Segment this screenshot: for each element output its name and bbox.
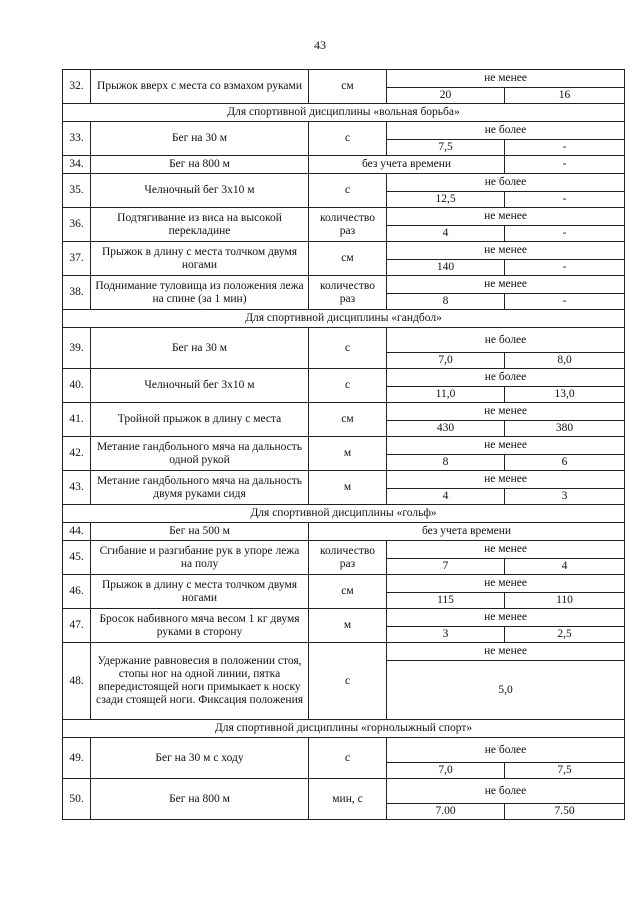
table-row	[63, 122, 625, 140]
row-number: 47.	[63, 609, 91, 643]
unit: мин, с	[309, 779, 387, 820]
value-female: 4	[505, 559, 625, 575]
value-male: 7.00	[387, 804, 505, 820]
no-time-note: без учета времени	[309, 156, 505, 174]
table-row	[63, 437, 625, 455]
row-number: 33.	[63, 122, 91, 156]
value-female: 7.50	[505, 804, 625, 820]
value-female: 13,0	[505, 387, 625, 403]
unit: количество раз	[309, 541, 387, 575]
unit: с	[309, 328, 387, 369]
value-male: 7	[387, 559, 505, 575]
section-title: Для спортивной дисциплины «гольф»	[63, 505, 625, 523]
unit: количество раз	[309, 276, 387, 310]
row-number: 44.	[63, 523, 91, 541]
condition: не более	[387, 328, 625, 353]
exercise-name: Челночный бег 3х10 м	[91, 174, 309, 208]
section-row	[63, 720, 625, 738]
table-row	[63, 523, 625, 541]
no-time-note: без учета времени	[309, 523, 625, 541]
exercise-name: Бег на 800 м	[91, 779, 309, 820]
row-number: 38.	[63, 276, 91, 310]
value-male: 7,5	[387, 140, 505, 156]
table-row	[63, 276, 625, 294]
value-female: -	[505, 226, 625, 242]
table-row	[63, 738, 625, 763]
section-title: Для спортивной дисциплины «гандбол»	[63, 310, 625, 328]
exercise-name: Бег на 30 м с ходу	[91, 738, 309, 779]
value-female: 2,5	[505, 627, 625, 643]
unit: с	[309, 643, 387, 720]
row-number: 42.	[63, 437, 91, 471]
exercise-name: Бросок набивного мяча весом 1 кг двумя руками в сторону	[91, 609, 309, 643]
condition: не более	[387, 779, 625, 804]
row-number: 35.	[63, 174, 91, 208]
table-row	[63, 403, 625, 421]
condition: не менее	[387, 242, 625, 260]
value-female: 110	[505, 593, 625, 609]
row-number: 37.	[63, 242, 91, 276]
exercise-name: Метание гандбольного мяча на дальность двумя руками сидя	[91, 471, 309, 505]
page-number: 43	[314, 38, 326, 52]
row-number: 40.	[63, 369, 91, 403]
value-female: 6	[505, 455, 625, 471]
exercise-name: Прыжок вверх с места со взмахом руками	[91, 70, 309, 104]
value-male: 3	[387, 627, 505, 643]
exercise-name: Поднимание туловища из положения лежа на спине (за 1 мин)	[91, 276, 309, 310]
norms-table	[62, 69, 625, 820]
section-row	[63, 104, 625, 122]
table-row	[63, 609, 625, 627]
row-number: 49.	[63, 738, 91, 779]
unit: с	[309, 122, 387, 156]
exercise-name: Прыжок в длину с места толчком двумя ногами	[91, 575, 309, 609]
table-row	[63, 242, 625, 260]
table-row	[63, 541, 625, 559]
exercise-name: Челночный бег 3х10 м	[91, 369, 309, 403]
table-row	[63, 328, 625, 353]
row-number: 46.	[63, 575, 91, 609]
value-male: 7,0	[387, 763, 505, 779]
unit: с	[309, 738, 387, 779]
value-female: 3	[505, 489, 625, 505]
value-female: 8,0	[505, 353, 625, 369]
row-number: 50.	[63, 779, 91, 820]
table-row	[63, 208, 625, 226]
value-male: 115	[387, 593, 505, 609]
row-number: 39.	[63, 328, 91, 369]
condition: не менее	[387, 575, 625, 593]
value-male: 20	[387, 88, 505, 104]
unit: см	[309, 403, 387, 437]
value-male: 12,5	[387, 192, 505, 208]
table-row	[63, 70, 625, 88]
table-row	[63, 369, 625, 387]
exercise-name: Бег на 30 м	[91, 328, 309, 369]
unit: см	[309, 575, 387, 609]
exercise-name: Бег на 800 м	[91, 156, 309, 174]
row-number: 45.	[63, 541, 91, 575]
value-male: 7,0	[387, 353, 505, 369]
unit: с	[309, 369, 387, 403]
condition: не менее	[387, 471, 625, 489]
condition: не более	[387, 122, 625, 140]
value-female: -	[505, 294, 625, 310]
unit: см	[309, 242, 387, 276]
value-male: 430	[387, 421, 505, 437]
value-merged: 5,0	[387, 661, 625, 720]
condition: не более	[387, 369, 625, 387]
exercise-name: Метание гандбольного мяча на дальность одной рукой	[91, 437, 309, 471]
value-female: 7,5	[505, 763, 625, 779]
value-female: 380	[505, 421, 625, 437]
value-male: 8	[387, 455, 505, 471]
section-title: Для спортивной дисциплины «вольная борьба»	[63, 104, 625, 122]
unit: с	[309, 174, 387, 208]
row-number: 34.	[63, 156, 91, 174]
exercise-name: Бег на 30 м	[91, 122, 309, 156]
condition: не менее	[387, 276, 625, 294]
exercise-name: Сгибание и разгибание рук в упоре лежа на полу	[91, 541, 309, 575]
value-female: -	[505, 192, 625, 208]
table-row	[63, 643, 625, 661]
section-row	[63, 310, 625, 328]
exercise-name: Бег на 500 м	[91, 523, 309, 541]
value-male: 4	[387, 489, 505, 505]
condition: не более	[387, 738, 625, 763]
value-female: -	[505, 260, 625, 276]
exercise-name: Подтягивание из виса на высокой перекладине	[91, 208, 309, 242]
condition: не менее	[387, 541, 625, 559]
table-row	[63, 575, 625, 593]
value-male: 8	[387, 294, 505, 310]
table-row	[63, 156, 625, 174]
value-female: 16	[505, 88, 625, 104]
value-female: -	[505, 140, 625, 156]
condition: не менее	[387, 609, 625, 627]
unit: м	[309, 437, 387, 471]
condition: не менее	[387, 70, 625, 88]
row-number: 43.	[63, 471, 91, 505]
row-number: 41.	[63, 403, 91, 437]
condition: не менее	[387, 403, 625, 421]
section-row	[63, 505, 625, 523]
value-male: 140	[387, 260, 505, 276]
exercise-name: Тройной прыжок в длину с места	[91, 403, 309, 437]
table-row	[63, 779, 625, 804]
value-female: -	[505, 156, 625, 174]
table-row	[63, 471, 625, 489]
unit: количество раз	[309, 208, 387, 242]
row-number: 36.	[63, 208, 91, 242]
unit: м	[309, 471, 387, 505]
row-number: 32.	[63, 70, 91, 104]
exercise-name: Прыжок в длину с места толчком двумя ногами	[91, 242, 309, 276]
value-male: 11,0	[387, 387, 505, 403]
value-male: 4	[387, 226, 505, 242]
unit: см	[309, 70, 387, 104]
condition: не менее	[387, 208, 625, 226]
section-title: Для спортивной дисциплины «горнолыжный спорт»	[63, 720, 625, 738]
table-row	[63, 174, 625, 192]
condition: не менее	[387, 437, 625, 455]
row-number: 48.	[63, 643, 91, 720]
condition: не более	[387, 174, 625, 192]
unit: м	[309, 609, 387, 643]
condition: не менее	[387, 643, 625, 661]
exercise-name: Удержание равновесия в положении стоя, стопы ног на одной линии, пятка впередистоящей ноги примыкает к носку сзади стоящей ноги. Фиксация положения	[91, 643, 309, 720]
